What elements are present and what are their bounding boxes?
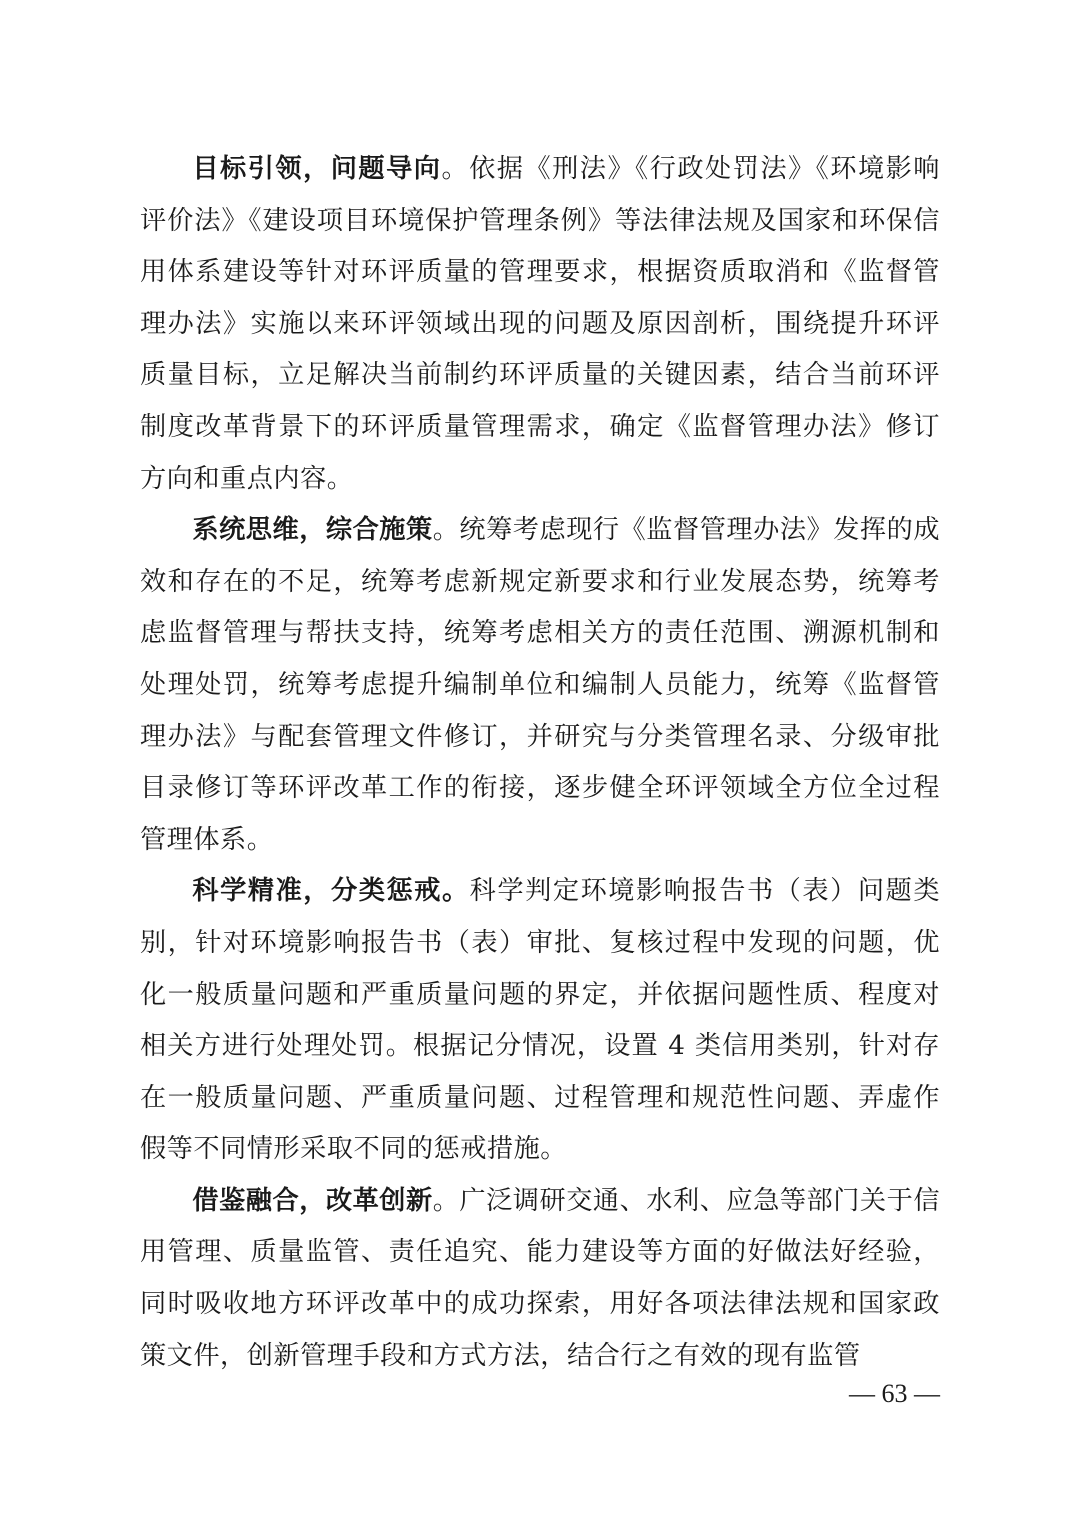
paragraph-systematic-thinking bbox=[140, 505, 940, 866]
paragraph-body: 。依据《刑法》《行政处罚法》《环境影响评价法》《建设项目环境保护管理条例》等法律法规及国家和环保信用体系建设等针对环评质量的管理要求，根据资质取消和《监督管理办法》实施以来环评领域出现的问题及原因剖析，围绕提升环评质量目标，立足解决当前制约环评质量的关键因素，结合当前环评制度改革背景下的环评质量管理需求，确定《监督管理办法》修订方向和重点内容。 bbox=[140, 154, 940, 494]
paragraph-scientific-precision bbox=[140, 866, 940, 1176]
paragraph-body: 。广泛调研交通、水利、应急等部门关于信用管理、质量监管、责任追究、能力建设等方面的好做法好经验，同时吸收地方环评改革中的成功探索，用好各项法律法规和国家政策文件，创新管理手段和方式方法，结合行之有效的现有监管 bbox=[140, 1185, 941, 1371]
body-text bbox=[140, 144, 940, 1382]
paragraph-heading: 借鉴融合，改革创新 bbox=[192, 1185, 433, 1216]
paragraph-body: 科学判定环境影响报告书（表）问题类别，针对环境影响报告书（表）审批、复核过程中发现的问题，优化一般质量问题和严重质量问题的界定，并依据问题性质、程度对相关方进行处理处罚。根据记分情况，设置 4 类信用类别，针对存在一般质量问题、严重质量问题、过程管理和规范性问题、弄虚作假等不同情形采取不同的惩戒措施。 bbox=[140, 876, 941, 1165]
paragraph-reform-innovation bbox=[140, 1176, 940, 1382]
paragraph-heading: 系统思维，综合施策 bbox=[192, 515, 433, 546]
paragraph-body: 。统筹考虑现行《监督管理办法》发挥的成效和存在的不足，统筹考虑新规定新要求和行业发展态势，统筹考虑监督管理与帮扶支持，统筹考虑相关方的责任范围、溯源机制和处理处罚，统筹考虑提升编制单位和编制人员能力，统筹《监督管理办法》与配套管理文件修订，并研究与分类管理名录、分级审批目录修订等环评改革工作的衔接，逐步健全环评领域全方位全过程管理体系。 bbox=[140, 515, 941, 855]
page-number: — 63 — bbox=[849, 1379, 940, 1408]
paragraph-heading: 科学精准，分类惩戒。 bbox=[192, 876, 470, 907]
paragraph-goal-orientation bbox=[140, 144, 940, 505]
paragraph-heading: 目标引领，问题导向 bbox=[192, 154, 442, 184]
